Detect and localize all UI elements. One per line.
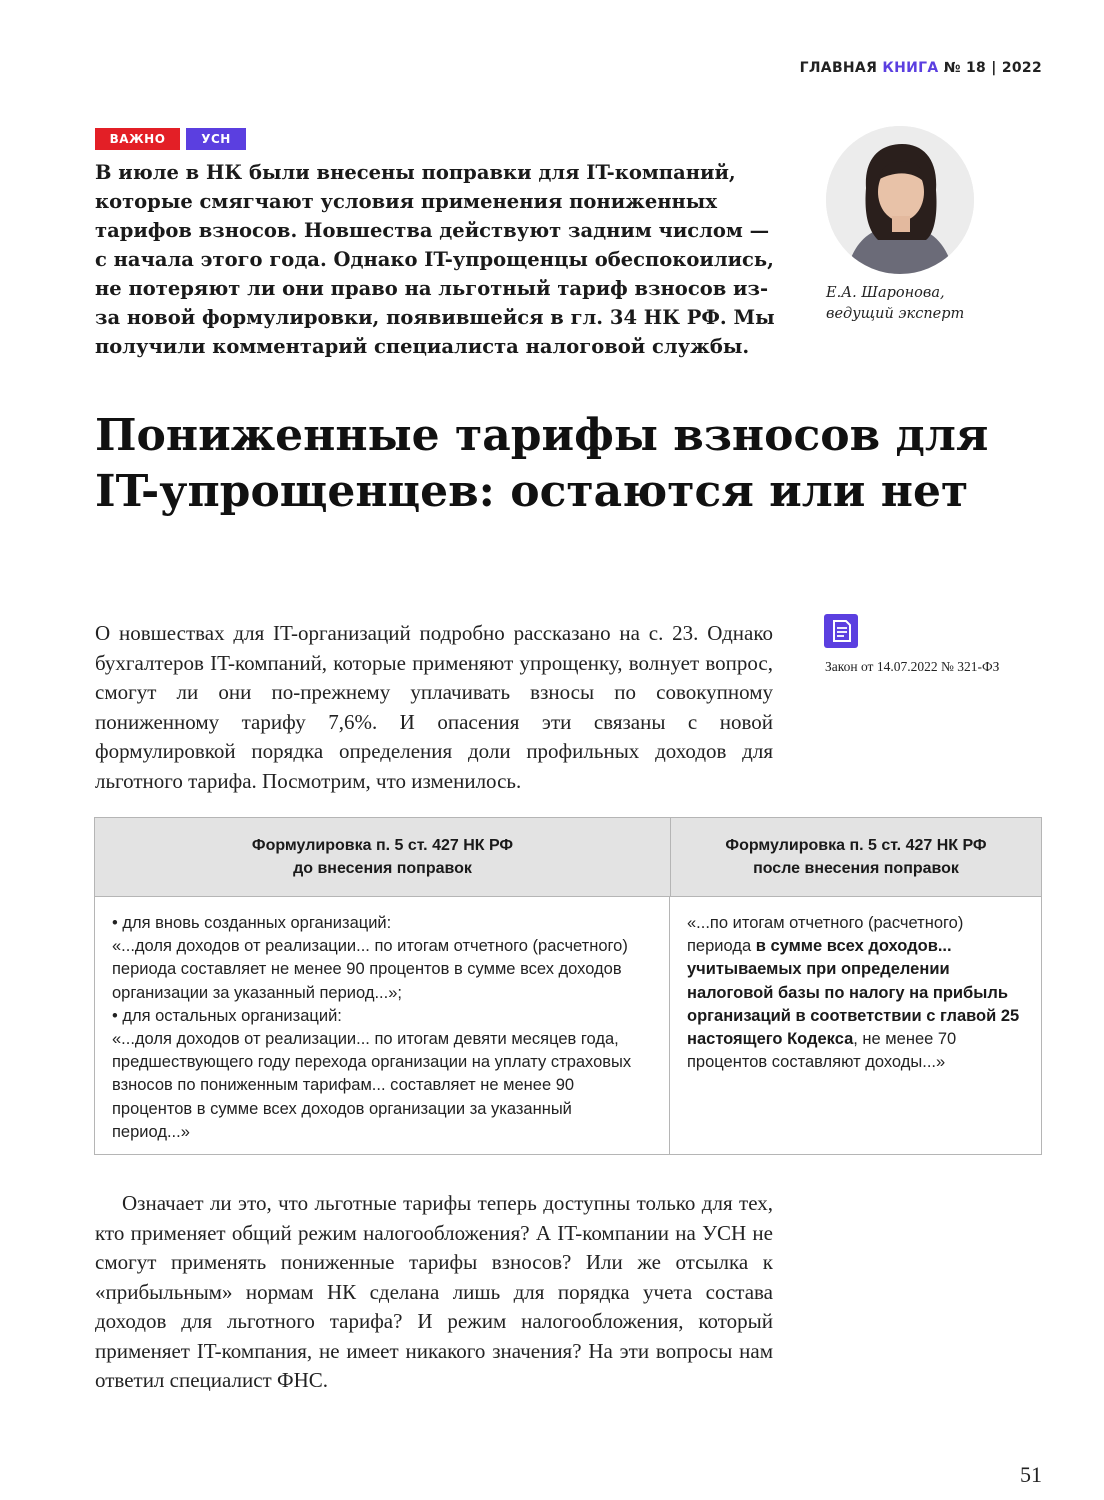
after-quote xyxy=(687,912,1021,1074)
law-reference: Закон от 14.07.2022 № 321-ФЗ xyxy=(825,659,1000,674)
brand-part2: КНИГА xyxy=(882,60,939,76)
author-portrait-icon xyxy=(826,126,974,274)
table-cell-before xyxy=(95,897,670,1155)
comparison-table xyxy=(94,817,1042,1155)
author-caption xyxy=(826,283,964,325)
issue-number: № 18 | 2022 xyxy=(943,60,1042,76)
after-quote-start: «...по итогам отчетного (расчетного) периода xyxy=(687,914,964,956)
tag-list xyxy=(95,128,246,150)
before-bullet-other: • для остальных организаций: xyxy=(112,1006,342,1025)
table-header-after xyxy=(671,818,1041,896)
table-header-before xyxy=(95,818,671,896)
before-quote-other: «...доля доходов от реализации... по итогам девяти месяцев года, предшествующего году перехода организации на уплату страховых взносов по пониженным тарифам... составляет не менее 90 процентов в сумме всех доходов организации за указанный период...» xyxy=(112,1030,632,1141)
header-after-line2: после внесения поправок xyxy=(753,860,959,877)
author-photo xyxy=(826,126,974,274)
after-quote-bold: в сумме всех доходов... учитываемых при определении налоговой базы по налогу на прибыль организаций в соответствии с главой 25 настоящего Кодекса xyxy=(687,937,1020,1049)
intro-paragraph: О новшествах для IT-организаций подробно рассказано на с. 23. Однако бухгалтеров IT-компаний, которые применяют упрощенку, волнует вопрос, смогут ли они по-прежнему уплачивать взносы по совокупному пониженному тарифу 7,6%. И опасения эти связаны с новой формулировкой порядка определения доли профильных доходов для льготного тарифа. Посмотрим, что изменилось. xyxy=(95,621,773,793)
tag-usn: УСН xyxy=(186,128,246,150)
page-header xyxy=(800,60,1042,76)
document-icon xyxy=(824,614,858,648)
table-cell-after xyxy=(670,897,1041,1155)
table-row xyxy=(95,897,1041,1155)
brand-part1: ГЛАВНАЯ xyxy=(799,60,878,76)
tag-important: ВАЖНО xyxy=(95,128,180,150)
header-before-line2: до внесения поправок xyxy=(293,860,472,877)
author-name: Е.А. Шаронова, xyxy=(826,285,945,301)
header-before-line1: Формулировка п. 5 ст. 427 НК РФ xyxy=(251,837,514,854)
article-title: Пониженные тарифы взносов для IT-упрощенцев: остаются или нет xyxy=(95,410,989,517)
author-role: ведущий эксперт xyxy=(826,306,965,322)
lead-paragraph: В июле в НК были внесены поправки для IT-компаний, которые смягчают условия применения пониженных тарифов взносов. Новшества действуют задним числом — с начала этого года. Однако IT-упрощенцы обеспокоились, не потеряют ли они право на льготный тариф взносов из-за новой формулировки, появившейся в гл. 34 НК РФ. Мы получили комментарий специалиста налоговой службы. xyxy=(95,161,775,358)
table-header xyxy=(95,818,1041,897)
header-after-line1: Формулировка п. 5 ст. 427 НК РФ xyxy=(725,837,987,854)
before-bullet-new: • для вновь созданных организаций: xyxy=(112,914,392,932)
after-quote-end: , не менее 70 процентов составляют доходы...» xyxy=(687,1030,957,1072)
page-number: 51 xyxy=(1020,1462,1042,1487)
before-quote-new: «...доля доходов от реализации... по итогам отчетного (расчетного) периода составляет не менее 90 процентов в сумме всех доходов организации за указанный период...»; xyxy=(112,937,628,1002)
body-paragraph: Означает ли это, что льготные тарифы теперь доступны только для тех, кто применяет общий режим налогообложения? А IT-компании на УСН не смогут применять пониженные тарифы взносов? Или же отсылка к «прибыльным» нормам НК сделана лишь для порядка учета состава доходов для льготного тарифа? И режим налогообложения, который применяет IT-компания, не имеет никакого значения? На эти вопросы нам ответил специалист ФНС. xyxy=(95,1191,773,1392)
